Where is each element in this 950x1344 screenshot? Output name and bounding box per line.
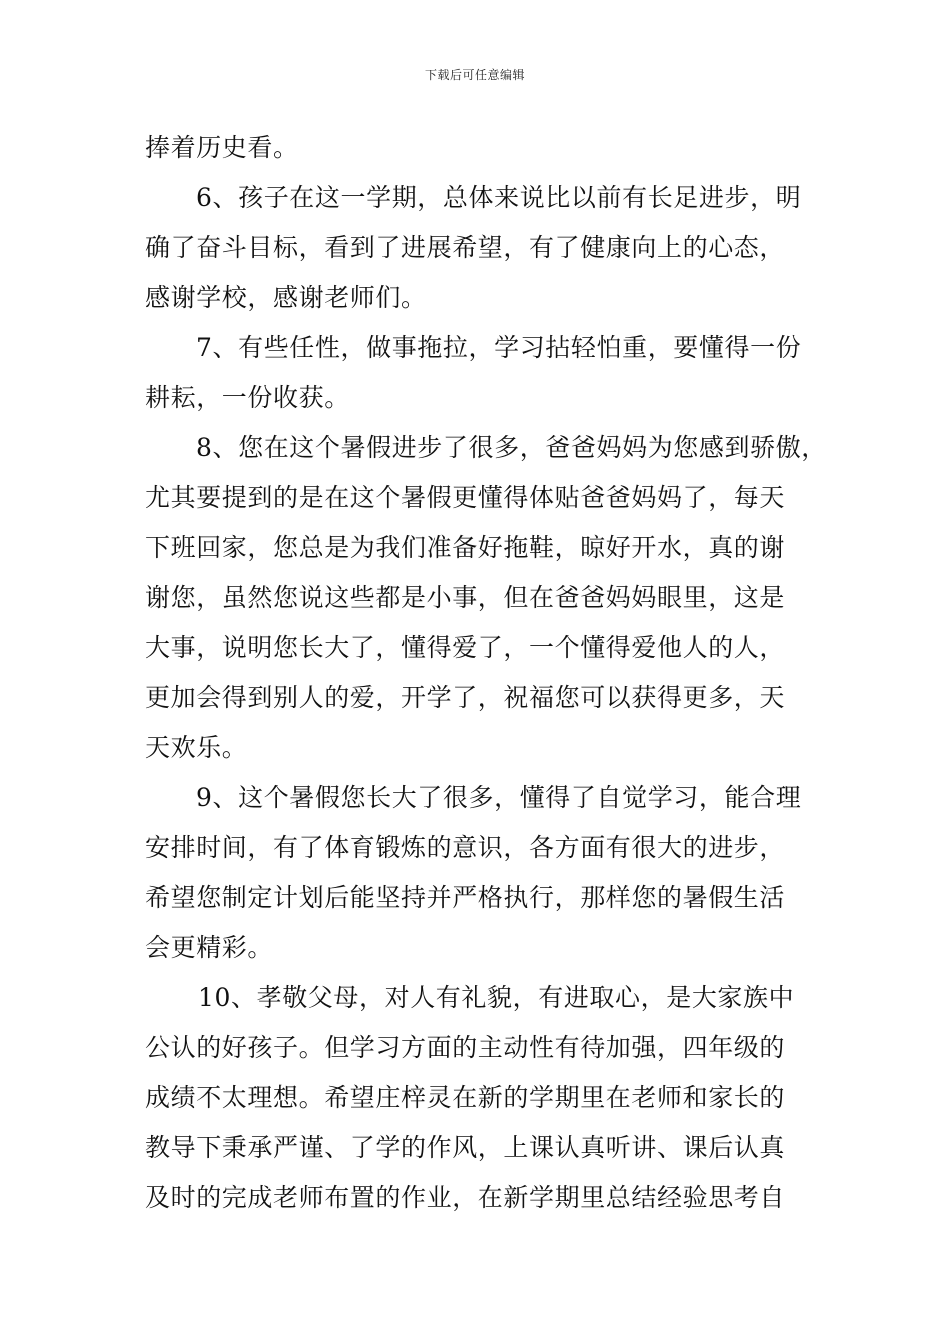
text-line: 教导下秉承严谨、了学的作风，上课认真听讲、课后认真 bbox=[145, 1133, 786, 1162]
text-line: 安排时间，有了体育锻炼的意识，各方面有很大的进步， bbox=[145, 833, 786, 862]
text-line: 成绩不太理想。希望庄梓灵在新的学期里在老师和家长的 bbox=[145, 1083, 786, 1112]
text-line: 大事，说明您长大了，懂得爱了，一个懂得爱他人的人， bbox=[145, 633, 786, 662]
text-line: 8、您在这个暑假进步了很多，爸爸妈妈为您感到骄傲， bbox=[196, 433, 827, 462]
text-line: 耕耘，一份收获。 bbox=[145, 383, 350, 412]
text-line: 公认的好孩子。但学习方面的主动性有待加强，四年级的 bbox=[145, 1033, 786, 1062]
text-line: 下班回家，您总是为我们准备好拖鞋，晾好开水，真的谢 bbox=[145, 533, 786, 562]
text-line: 7、有些任性，做事拖拉，学习拈轻怕重，要懂得一份 bbox=[196, 333, 802, 362]
text-line: 确了奋斗目标，看到了进展希望，有了健康向上的心态， bbox=[145, 233, 786, 262]
text-line: 及时的完成老师布置的作业，在新学期里总结经验思考自 bbox=[145, 1183, 786, 1212]
text-line: 10、孝敬父母，对人有礼貌，有进取心，是大家族中 bbox=[198, 983, 795, 1012]
text-line: 6、孩子在这一学期，总体来说比以前有长足进步，明 bbox=[196, 183, 802, 212]
text-line: 会更精彩。 bbox=[145, 933, 274, 962]
text-line: 更加会得到别人的爱，开学了，祝福您可以获得更多，天 bbox=[145, 683, 786, 712]
text-line: 天欢乐。 bbox=[145, 733, 248, 762]
page-header: 下载后可任意编辑 bbox=[424, 68, 525, 82]
text-line: 捧着历史看。 bbox=[145, 133, 299, 162]
text-line: 9、这个暑假您长大了很多，懂得了自觉学习，能合理 bbox=[196, 783, 802, 812]
text-line: 尤其要提到的是在这个暑假更懂得体贴爸爸妈妈了，每天 bbox=[145, 483, 786, 512]
text-line: 希望您制定计划后能坚持并严格执行，那样您的暑假生活 bbox=[145, 883, 786, 912]
text-line: 感谢学校，感谢老师们。 bbox=[145, 283, 427, 312]
text-line: 谢您，虽然您说这些都是小事，但在爸爸妈妈眼里，这是 bbox=[145, 583, 786, 612]
